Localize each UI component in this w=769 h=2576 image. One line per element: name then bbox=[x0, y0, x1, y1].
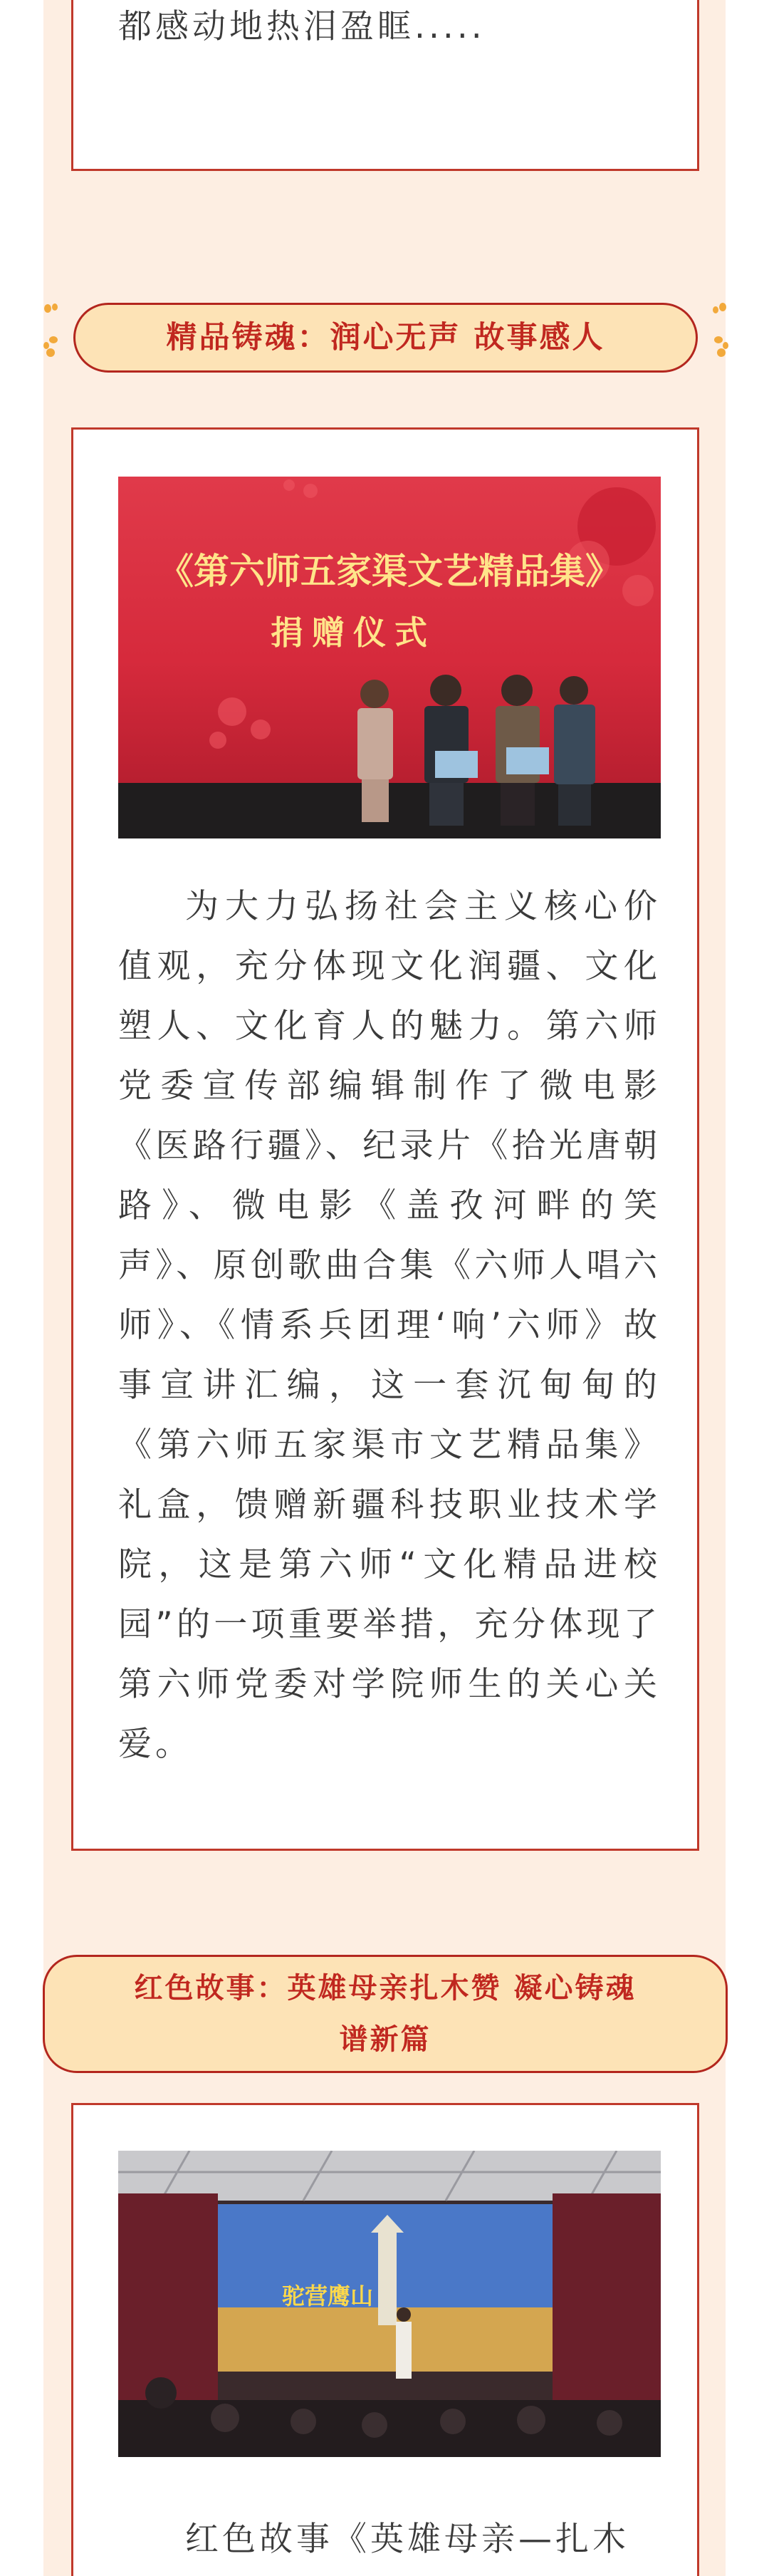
section-banner-red-story-line1: 红色故事：英雄母亲扎木赞 凝心铸魂 bbox=[134, 1972, 637, 2005]
screen-caption: 驼营鹰山 bbox=[282, 2282, 374, 2310]
previous-story-paragraph-tail: 都感动地热泪盈眶..... bbox=[118, 7, 486, 46]
red-story-paragraph-head: 红色故事《英雄母亲—扎木 bbox=[185, 2520, 629, 2559]
previous-story-card bbox=[71, 0, 699, 171]
heritage-story-paragraph: 为大力弘扬社会主义核心价值观，充分体现文化润疆、文化塑人、文化育人的魅力。第六师党委宣传部编辑制作了微电影《医路行疆》、纪录片《拾光唐朝路》、微电影《盖孜河畔的笑声》、原创歌曲合集《六师人唱六师》、《情系兵团理‘响’六师》故事宣讲汇编，这一套沉甸甸的《第六师五家渠市文艺精品集》礼盒，馈赠新疆科技职业技术学院，这是第六师“文化精品进校园”的一项重要举措，充分体现了第六师党委对学院师生的关心关爱。 bbox=[118, 887, 661, 1764]
donation-ceremony-photo bbox=[118, 477, 661, 838]
section-banner-red-story bbox=[43, 1955, 728, 2073]
red-story-performance-photo bbox=[118, 2151, 661, 2457]
photo-banner-title: 《第六师五家渠文艺精品集》 bbox=[158, 551, 621, 592]
photo-banner-subtitle: 捐赠仪式 bbox=[271, 613, 436, 652]
red-story-card bbox=[71, 2103, 699, 2576]
paw-print-icon bbox=[43, 303, 72, 367]
paw-print-icon bbox=[701, 303, 730, 367]
heritage-story-card bbox=[71, 427, 699, 1851]
section-banner-red-story-line2: 谱新篇 bbox=[339, 2023, 431, 2056]
section-banner-heritage-text: 精品铸魂：润心无声 故事感人 bbox=[166, 320, 605, 355]
section-banner-heritage bbox=[73, 303, 698, 373]
